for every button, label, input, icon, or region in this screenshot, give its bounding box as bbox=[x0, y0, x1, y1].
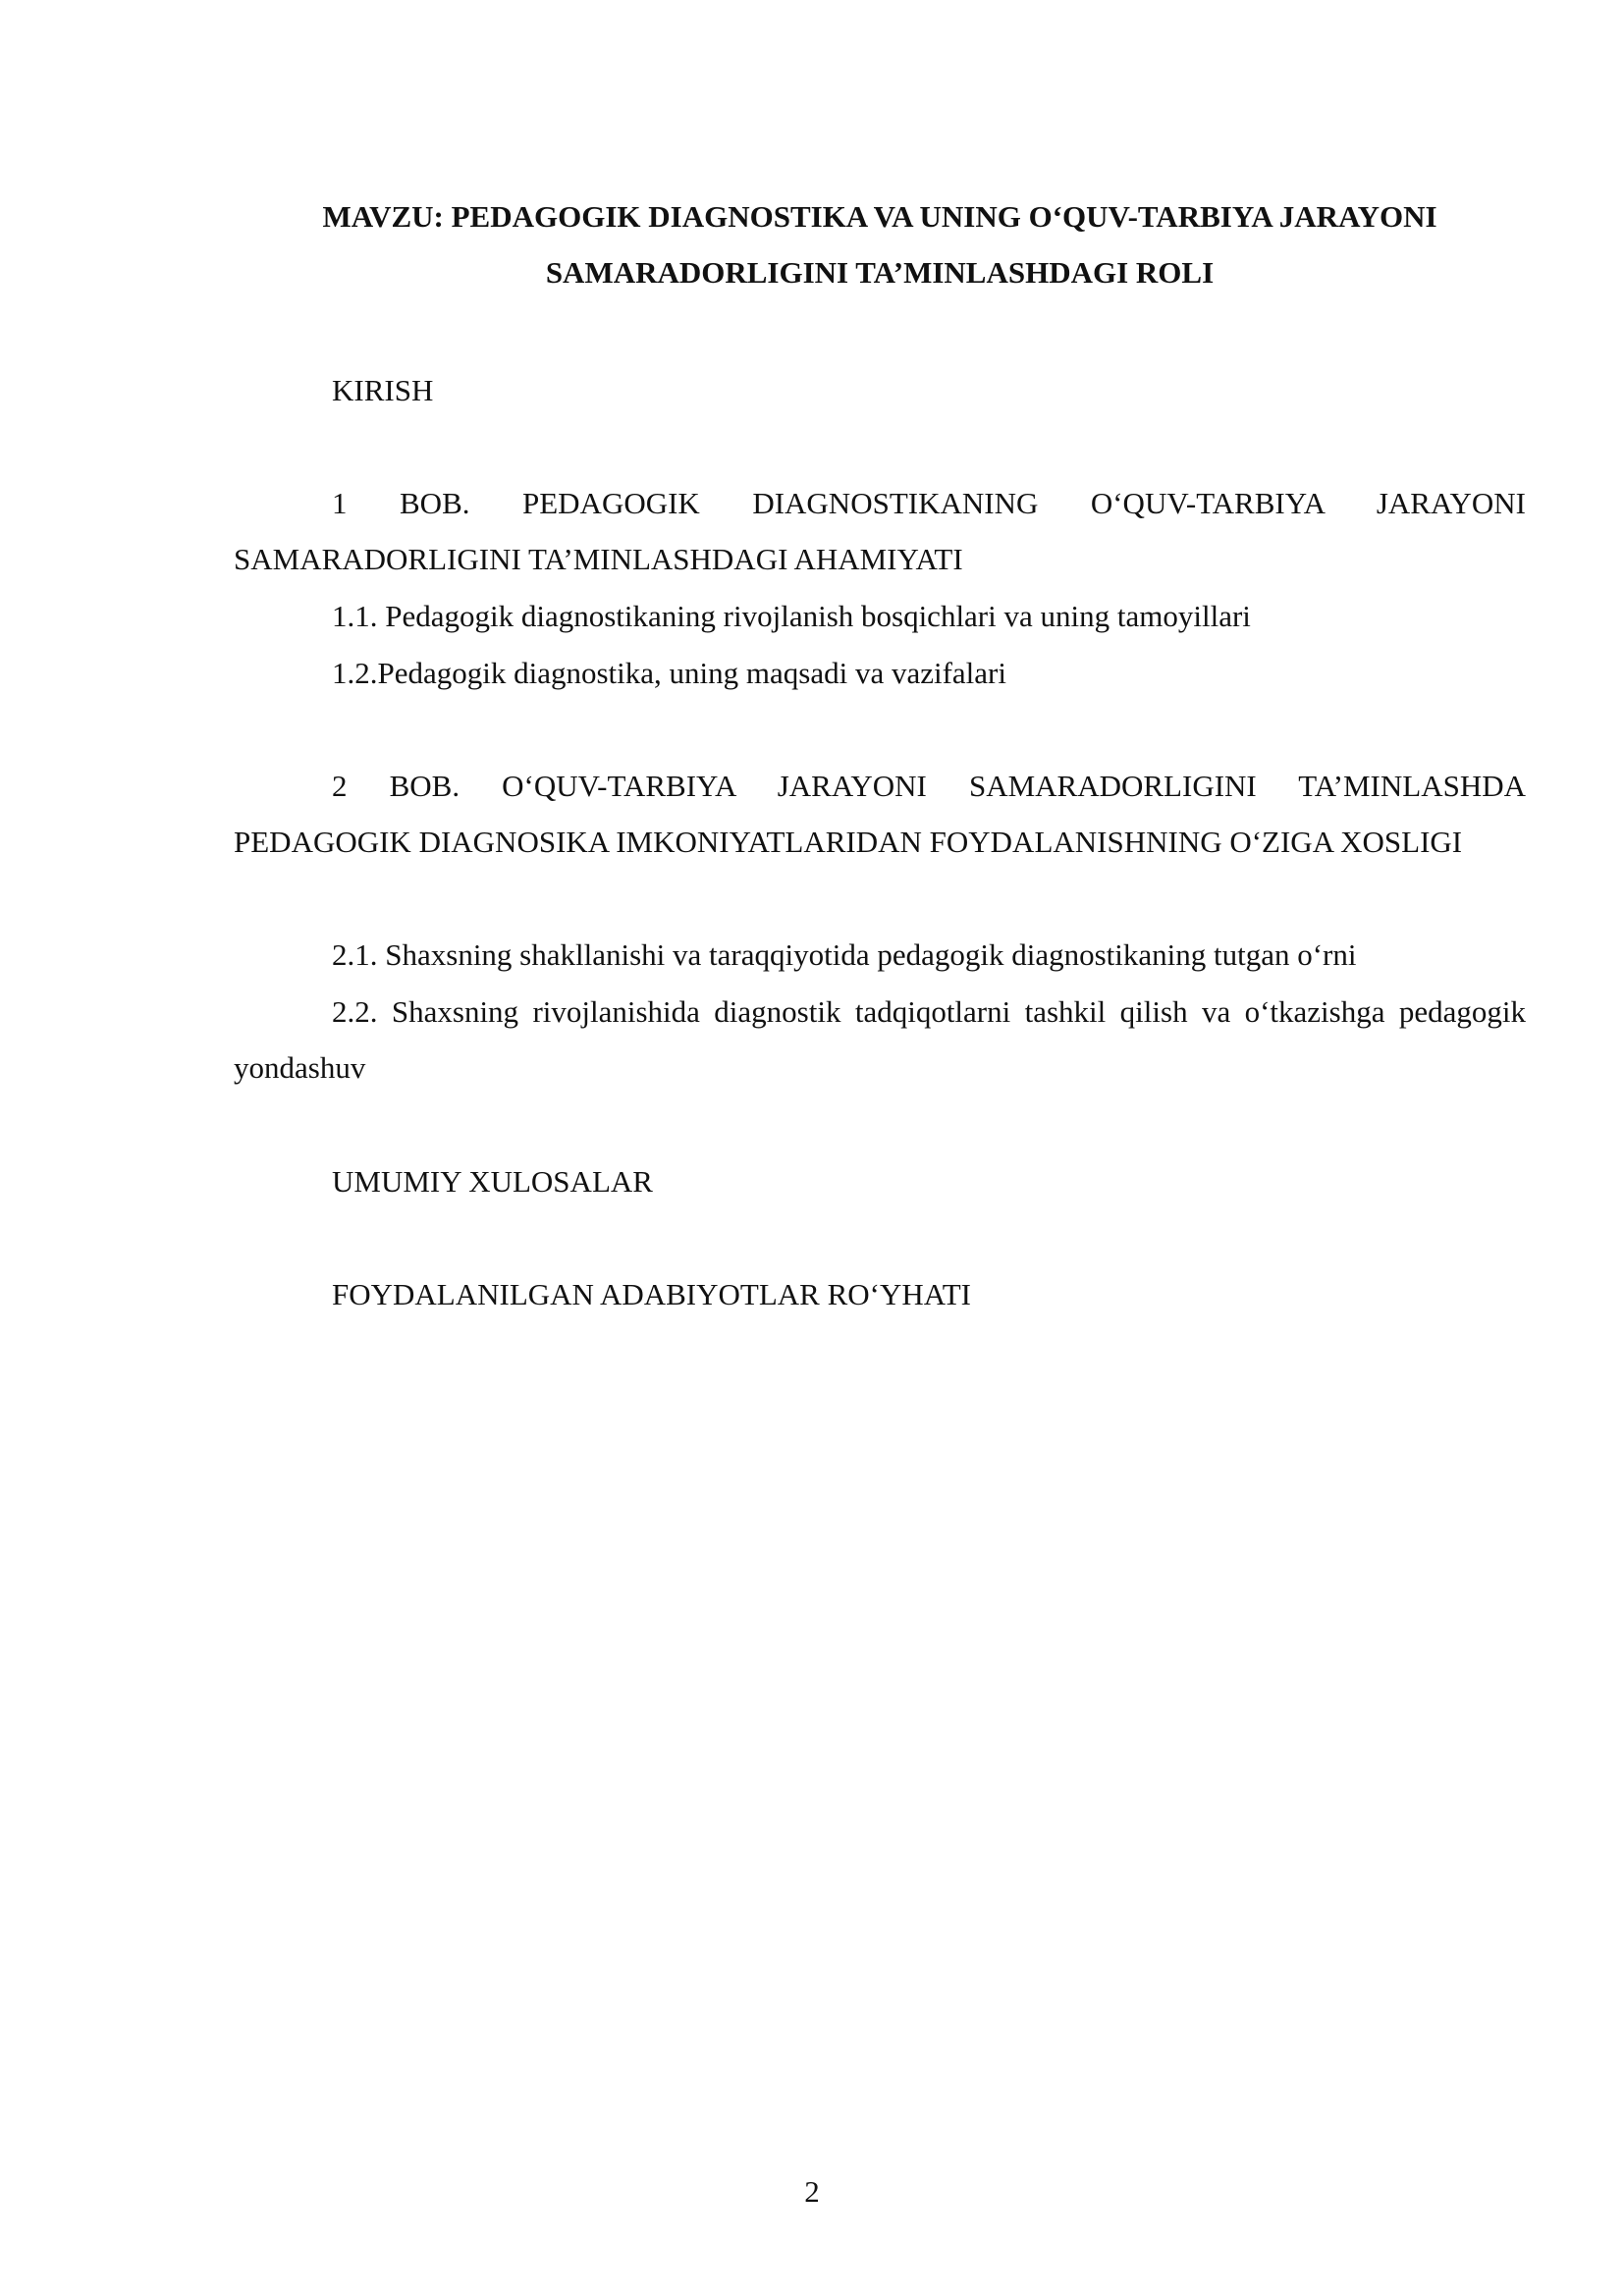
toc-chapter-2-heading: 2 BOB. O‘QUV-TARBIYA JARAYONI SAMARADORLIGINI TA’MINLASHDA PEDAGOGIK DIAGNOSIKA IMKONIYATLARIDAN FOYDALANISHNING O‘ZIGA XOSLIGI bbox=[234, 769, 1526, 859]
toc-section-1-1: 1.1. Pedagogik diagnostikaning rivojlanish bosqichlari va uning tamoyillari bbox=[332, 599, 1251, 633]
toc-section-2-1: 2.1. Shaxsning shakllanishi va taraqqiyotida pedagogik diagnostikaning tutgan o‘rni bbox=[332, 937, 1357, 972]
toc-introduction: KIRISH bbox=[332, 373, 434, 407]
page-number: 2 bbox=[804, 2174, 820, 2209]
document-title: MAVZU: PEDAGOGIK DIAGNOSTIKA VA UNING O‘QUV-TARBIYA JARAYONI SAMARADORLIGINI TA’MINLASHDAGI ROLI bbox=[322, 199, 1437, 290]
toc-section-2-2: 2.2. Shaxsning rivojlanishida diagnostik tadqiqotlarni tashkil qilish va o‘tkazishga pedagogik yondashuv bbox=[234, 994, 1526, 1085]
toc-section-1-2: 1.2.Pedagogik diagnostika, uning maqsadi va vazifalari bbox=[332, 656, 1006, 690]
toc-conclusions: UMUMIY XULOSALAR bbox=[332, 1164, 653, 1199]
toc-references: FOYDALANILGAN ADABIYOTLAR RO‘YHATI bbox=[332, 1277, 971, 1311]
toc-chapter-1-heading: 1 BOB. PEDAGOGIK DIAGNOSTIKANING O‘QUV-TARBIYA JARAYONI SAMARADORLIGINI TA’MINLASHDAGI AHAMIYATI bbox=[234, 486, 1526, 576]
